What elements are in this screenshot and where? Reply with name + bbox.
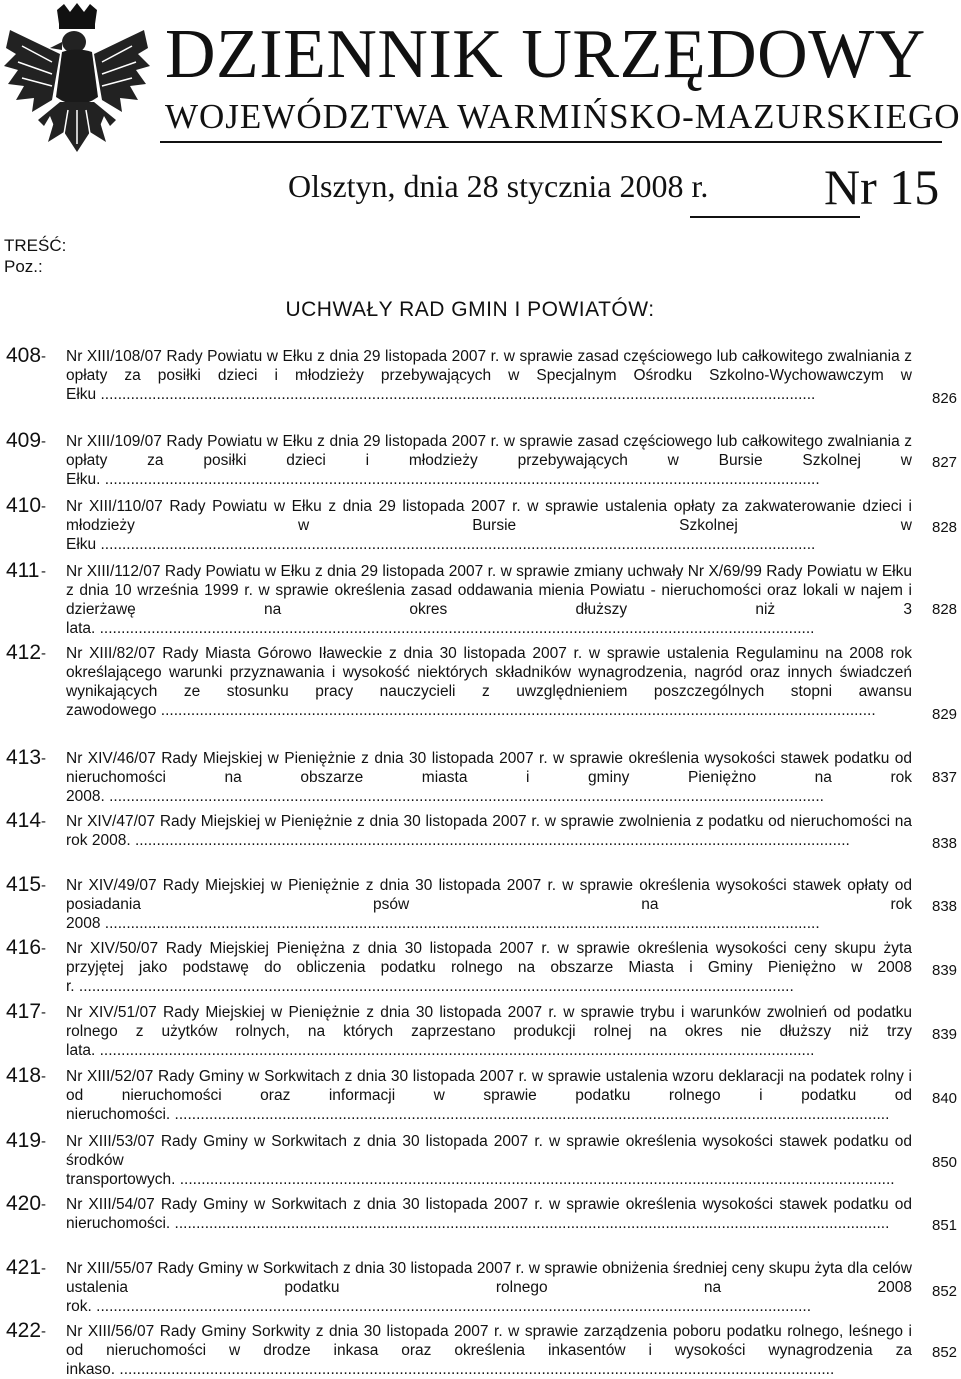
entry-page: 839 (932, 962, 958, 979)
entry-dash: - (41, 433, 46, 450)
entry-text: Nr XIII/54/07 Rady Gminy w Sorkwitach z dnia 30 listopada 2007 r. w sprawie określenia wysokości stawek podatku od nieruchomości. ..... (66, 1195, 912, 1233)
entry-number: 414 (6, 809, 42, 832)
entry-text: Nr XIV/46/07 Rady Miejskiej w Pieniężnie z dnia 30 listopada 2007 r. w sprawie określenia wysokości stawek podatku od nieruchomości na obszarze miasta i gminy Pieniężno na rok 2008. ..... (66, 749, 912, 787)
entry-dash: - (41, 750, 46, 767)
entry-dash: - (41, 940, 46, 957)
entry-text: Nr XIII/110/07 Rady Powiatu w Ełku z dnia 29 listopada 2007 r. w sprawie ustalenia opłaty za zakwaterowanie dzieci i młodzieży w Bursie Szkolnej w Ełku ..... (66, 497, 912, 535)
entry-number: 410 (6, 494, 42, 517)
entry-page: 839 (932, 1026, 958, 1043)
entry-dash: - (41, 1323, 46, 1340)
entry-page: 829 (932, 706, 958, 723)
entry-page: 851 (932, 1217, 958, 1234)
entry-text: Nr XIII/108/07 Rady Powiatu w Ełku z dnia 29 listopada 2007 r. w sprawie zasad częściowego lub całkowitego zwalniania z opłaty za posiłki dzieci i młodzieży przebywających w Specjalnym Ośrodku Szkolno-Wychowawczym w Ełku ..... (66, 347, 912, 404)
entry-text: Nr XIV/51/07 Rady Miejskiej w Pieniężnie z dnia 30 listopada 2007 r. w sprawie trybu i warunków zwolnień od podatku rolnego z użytków rolnych, na których zaprzestano produkcji rolnej na okres nie dłuższy niż trzy lata. ..... (66, 1003, 912, 1041)
entry-dash: - (41, 1004, 46, 1021)
entry-dash: - (41, 1260, 46, 1277)
entry-number: 418 (6, 1064, 42, 1087)
entry-number: 408 (6, 344, 42, 367)
entry-page: 850 (932, 1154, 958, 1171)
entry-text: Nr XIV/50/07 Rady Miejskiej Pieniężna z dnia 30 listopada 2007 r. w sprawie określenia wysokości ceny skupu żyta przyjętej jako podstawę do obliczenia podatku rolnego na obszarze Miasta i Gminy Pieniężno w 2008 r. ..... (66, 939, 912, 977)
entry-page: 827 (932, 454, 958, 471)
entry-dash: - (41, 813, 46, 830)
entry-page: 852 (932, 1283, 958, 1300)
entry-dash: - (41, 348, 46, 365)
journal-title: DZIENNIK URZĘDOWY (165, 16, 926, 93)
entry-page: 838 (932, 835, 958, 852)
entry-dash: - (41, 1133, 46, 1150)
issue-number: Nr 15 (824, 159, 940, 215)
entry-dash: - (41, 877, 46, 894)
entry-number: 411 (6, 559, 40, 582)
entry-dash: - (41, 1068, 46, 1085)
entry-number: 416 (6, 936, 42, 959)
entry-text: Nr XIII/52/07 Rady Gminy w Sorkwitach z dnia 30 listopada 2007 r. w sprawie ustalenia wzoru deklaracji na podatek rolny i od nieruchomości oraz informacji w sprawie podatku rolnego i podatku od nieruchomości. ..... (66, 1067, 912, 1105)
entry-dash: - (41, 1196, 46, 1213)
entry-number: 413 (6, 746, 42, 769)
entry-number: 412 (6, 641, 42, 664)
entry-dash: - (41, 563, 46, 580)
entry-number: 415 (6, 873, 42, 896)
entry-number: 419 (6, 1129, 42, 1152)
toc-label-position: Poz.: (4, 257, 43, 276)
entry-page: 840 (932, 1090, 958, 1107)
journal-subtitle: WOJEWÓDZTWA WARMIŃSKO-MAZURSKIEGO (165, 97, 961, 136)
entry-number: 409 (6, 429, 42, 452)
entry-dash: - (41, 645, 46, 662)
entry-text: Nr XIV/47/07 Rady Miejskiej w Pieniężnie z dnia 30 listopada 2007 r. w sprawie zwolnienia z podatku od nieruchomości na rok 2008. ..... (66, 812, 912, 850)
entry-text: Nr XIII/82/07 Rady Miasta Górowo Iławeckie z dnia 30 listopada 2007 r. w sprawie ustalenia Regulaminu na 2008 rok określającego warunki przyznawania i wysokość niektórych składników wynagrodzenia, nagród oraz innych świadczeń wynikających ze stosunku pracy nauczycieli z uwzględnieniem poszczególnych stopni awansu zawodowego ..... (66, 644, 912, 720)
entry-page: 828 (932, 601, 958, 618)
entry-page: 837 (932, 769, 958, 786)
entry-page: 828 (932, 519, 958, 536)
entry-text: Nr XIII/112/07 Rady Powiatu w Ełku z dnia 29 listopada 2007 r. w sprawie zmiany uchwały Nr X/69/99 Rady Powiatu w Ełku z dnia 10 września 1999 r. w sprawie określenia zasad oddawania mienia Powiatu - nieruchomości oraz lokali w najem i dzierżawę na okres dłuższy niż 3 lata. ..... (66, 562, 912, 619)
entry-page: 826 (932, 390, 958, 407)
entry-number: 417 (6, 1000, 42, 1023)
entry-number: 421 (6, 1256, 42, 1279)
entry-text: Nr XIII/53/07 Rady Gminy w Sorkwitach z dnia 30 listopada 2007 r. w sprawie określenia wysokości stawek podatku od środków transportowych. ..... (66, 1132, 912, 1170)
toc-label-contents: TREŚĆ: (4, 236, 67, 255)
section-heading: UCHWAŁY RAD GMIN I POWIATÓW: (285, 298, 655, 321)
entry-text: Nr XIII/55/07 Rady Gminy w Sorkwitach z dnia 30 listopada 2007 r. w sprawie obniżenia średniej ceny skupu żyta dla celów ustalenia podatku rolnego na 2008 rok. ..... (66, 1259, 912, 1297)
entry-text: Nr XIV/49/07 Rady Miejskiej w Pieniężnie z dnia 30 listopada 2007 r. w sprawie określenia wysokości stawek opłaty od posiadania psów na rok 2008 ..... (66, 876, 912, 914)
entry-text: Nr XIII/109/07 Rady Powiatu w Ełku z dnia 29 listopada 2007 r. w sprawie zasad częściowego lub całkowitego zwalniania z opłaty za posiłki dzieci i młodzieży przebywających w Bursie Szkolnej w Ełku. ..... (66, 432, 912, 470)
publication-dateline: Olsztyn, dnia 28 stycznia 2008 r. (288, 168, 709, 204)
entry-number: 422 (6, 1319, 42, 1342)
entry-dash: - (41, 498, 46, 515)
entry-number: 420 (6, 1192, 42, 1215)
entry-page: 838 (932, 898, 958, 915)
entry-page: 852 (932, 1344, 958, 1361)
entry-text: Nr XIII/56/07 Rady Gminy Sorkwity z dnia 30 listopada 2007 r. w sprawie zarządzenia poboru podatku rolnego, leśnego i od nieruchomości w drodze inkasa oraz określenia inkasentów i wysokości wynagrodzenia za inkaso. ..... (66, 1322, 912, 1360)
